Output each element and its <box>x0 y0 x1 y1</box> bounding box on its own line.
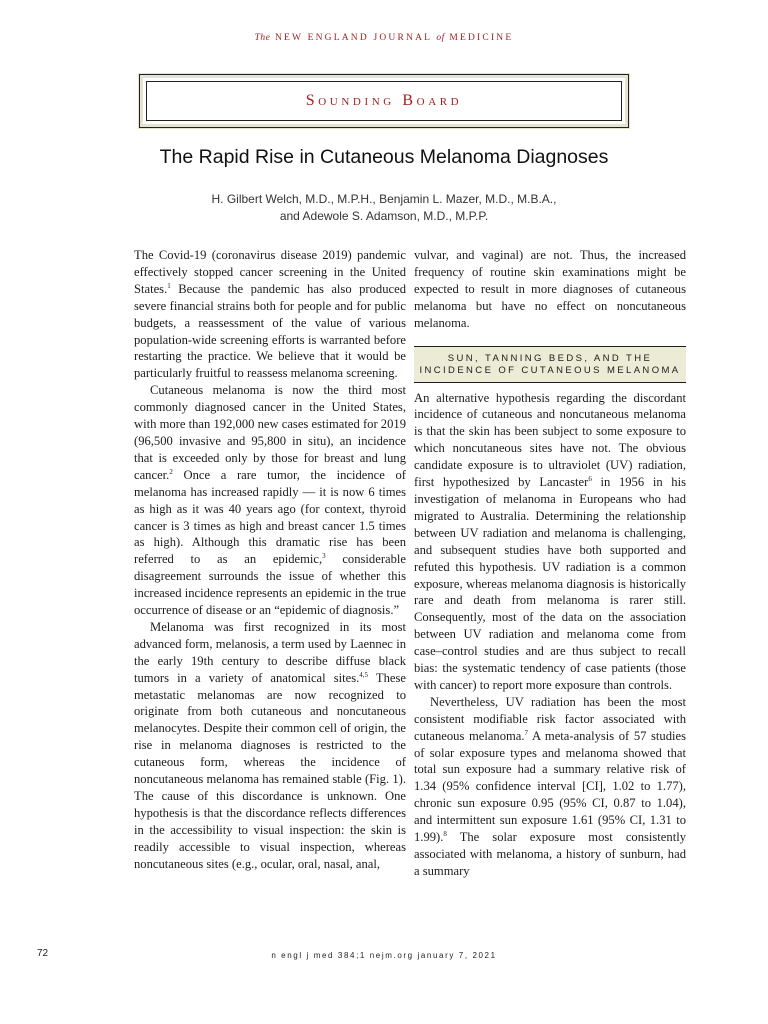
right-column <box>414 247 686 880</box>
page-number: 72 <box>37 948 49 959</box>
citation[interactable]: 2 <box>169 467 173 476</box>
masthead-journal: NEW ENGLAND JOURNAL <box>274 33 432 43</box>
masthead-prefix: The <box>254 33 271 43</box>
paragraph: The Covid-19 (coronavirus disease 2019) pandemic effectively stopped cancer screening in the United States.$^1$ Because the pandemic has also produced severe financial strains both for people and for public budgets, a reassessment of the value of various population-wide screening efforts is warranted before restarting the practice. We believe that it would be particularly fruitful to reassess melanoma screening. <box>134 248 406 381</box>
paragraph: Melanoma was first recognized in its most advanced form, melanosis, a term used by Laennec in the early 19th century to describe diffuse black tumors in a variety of anatomical sites.$^{4,5}$ These metastatic melanomas are now recognized to originate from both cutaneous and noncutaneous melanocytes. Despite their common cell of origin, the rise in melanoma diagnoses is restricted to the cutaneous form, whereas the incidence of noncutaneous melanoma has remained stable (Fig. 1). The cause of this discordance is unknown. One hypothesis is that the discordance reflects differences in the accessibility to visual inspection: the skin is readily accessible to visual inspection, whereas noncutaneous sites (e.g., ocular, oral, nasal, anal, <box>134 619 407 871</box>
citation[interactable]: 6 <box>588 474 592 483</box>
author-line-2: and Adewole S. Adamson, M.D., M.P.P. <box>279 208 489 223</box>
citation[interactable]: 7 <box>524 728 529 737</box>
section-name: Sounding Board <box>305 92 463 109</box>
author-line-1: H. Gilbert Welch, M.D., M.P.H., Benjamin L. Mazer, M.D., M.B.A., <box>211 192 557 206</box>
citation[interactable]: 4,5 <box>359 670 369 679</box>
article-title: The Rapid Rise in Cutaneous Melanoma Diagnoses <box>159 146 609 168</box>
citation[interactable]: 3 <box>322 552 326 561</box>
journal-masthead <box>0 33 768 43</box>
section-banner <box>138 73 630 129</box>
left-column <box>134 247 406 873</box>
paragraph: An alternative hypothesis regarding the discordant incidence of cutaneous and noncutaneous melanoma is that the skin has been subject to some exposure to which noncutaneous sites have not. The obvious candidate exposure is to ultraviolet (UV) radiation, first hypothesized by Lancaster$^6$ in 1956 in his investigation of melanoma in Europeans who had migrated to Australia. Determining the relationship between UV radiation and melanoma is challenging, and subsequent studies have both supported and refuted this hypothesis. UV radiation is a common exposure, whereas melanoma diagnosis is historically rare and death from melanoma is rarer still. Consequently, most of the data on the association between UV radiation and melanoma come from case–control studies and are thus subject to recall bias: the systematic tendency of case patients (those with cancer) to report more exposure than controls. <box>414 390 686 692</box>
page-footer: n engl j med 384;1 nejm.org january 7, 2021 <box>271 951 497 960</box>
citation[interactable]: 8 <box>443 829 447 838</box>
masthead-of: of <box>436 33 445 43</box>
section-subheading: SUN, TANNING BEDS, AND THE INCIDENCE OF CUTANEOUS MELANOMA <box>414 346 686 383</box>
paragraph: vulvar, and vaginal) are not. Thus, the increased frequency of routine skin examinations might be expected to result in more diagnoses of cutaneous melanoma but have no effect on noncutaneous melanoma. <box>414 248 686 330</box>
masthead-suffix: MEDICINE <box>449 33 514 43</box>
paragraph: Cutaneous melanoma is now the third most commonly diagnosed cancer in the United States, with more than 192,000 new cases estimated for 2019 (96,500 invasive and 95,800 in situ), an incidence that is exceeded only by those for breast and lung cancer.$^2$ Once a rare tumor, the incidence of melanoma has increased rapidly — it is now 6 times as high as it was 40 years ago (for context, thyroid cancer is 3 times as high and breast cancer 1.5 times as high). Although this dramatic rise has been referred to as an epidemic,$^3$ considerable disagreement surrounds the issue of whether this increased incidence represents an epidemic in the true occurrence of disease or an “epidemic of diagnosis.” <box>134 383 406 618</box>
citation[interactable]: 1 <box>167 281 171 290</box>
author-list <box>0 191 768 224</box>
paragraph: Nevertheless, UV radiation has been the most consistent modifiable risk factor associated with cutaneous melanoma.$^7$ A meta-analysis of 57 studies of solar exposure types and melanoma showed that total sun exposure had a summary relative risk of 1.34 (95% confidence interval [CI], 1.02 to 1.77), chronic sun exposure 0.95 (95% CI, 0.87 to 1.04), and intermittent sun exposure 1.61 (95% CI, 1.31 to 1.99).$^8$ The solar exposure most consistently associated with melanoma, a history of sunburn, had a summary <box>414 694 686 878</box>
